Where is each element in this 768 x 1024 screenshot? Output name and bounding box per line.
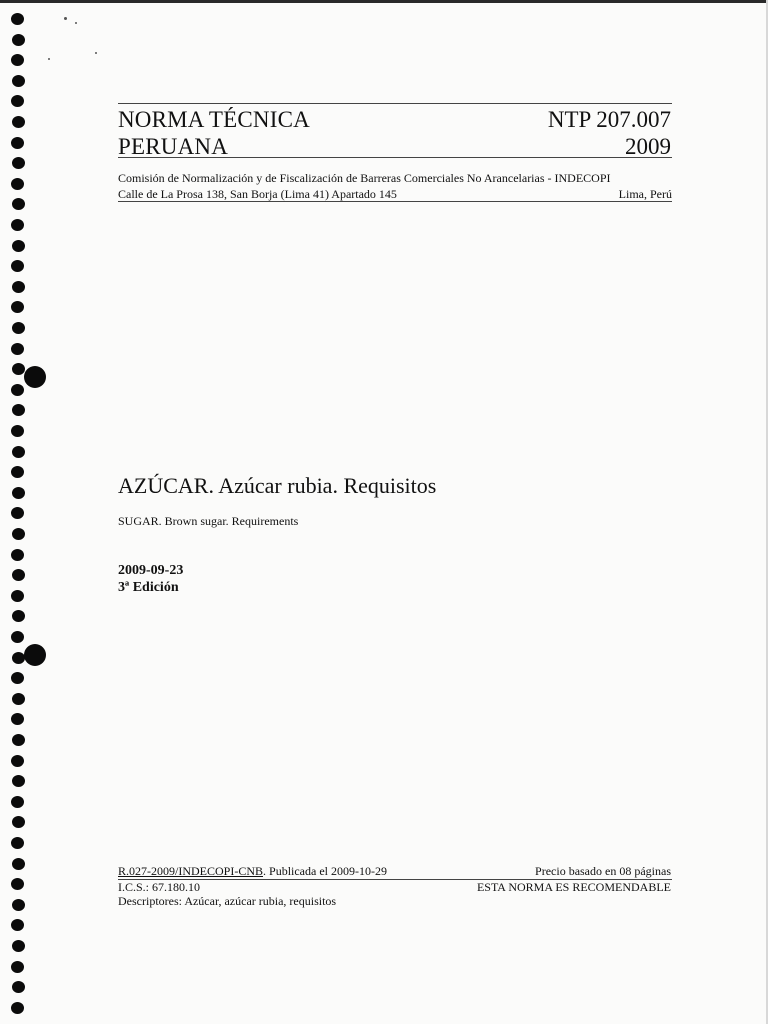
punch-hole [12, 610, 25, 622]
punch-hole [11, 260, 24, 272]
punch-hole [12, 446, 25, 458]
scan-top-edge [0, 0, 768, 3]
punch-hole-large [24, 644, 46, 666]
punch-hole [11, 95, 24, 107]
standard-code: NTP 207.007 [547, 107, 671, 132]
document-subtitle: SUGAR. Brown sugar. Requirements [118, 514, 299, 528]
descriptors: Descriptores: Azúcar, azúcar rubia, requisitos [118, 894, 337, 908]
organization-city: Lima, Perú [618, 187, 672, 201]
scan-speck [64, 17, 67, 20]
punch-hole [11, 466, 24, 478]
punch-hole [11, 590, 24, 602]
document-title: AZÚCAR. Azúcar rubia. Requisitos [118, 473, 437, 498]
resolution-rest: . Publicada el 2009-10-29 [263, 864, 387, 878]
scan-speck [95, 52, 97, 54]
punch-hole [11, 878, 24, 890]
punch-hole [12, 198, 25, 210]
punch-hole [11, 507, 24, 519]
title-line-2: PERUANA [118, 134, 229, 159]
punch-hole [11, 384, 24, 396]
punch-hole [11, 961, 24, 973]
punch-hole [11, 672, 24, 684]
punch-hole [12, 734, 25, 746]
resolution-prefix: R.027-2009/INDECOPI-CNB [118, 864, 264, 878]
punch-hole [11, 631, 24, 643]
punch-hole-large [24, 366, 46, 388]
scan-speck [48, 58, 50, 60]
punch-hole [12, 240, 25, 252]
punch-hole [12, 363, 25, 375]
punch-hole [12, 775, 25, 787]
scan-speck [75, 22, 77, 24]
punch-hole [12, 404, 25, 416]
punch-hole [11, 755, 24, 767]
punch-hole [12, 322, 25, 334]
price-note: Precio basado en 08 páginas [535, 864, 671, 878]
punch-hole [11, 13, 24, 25]
address-row [118, 186, 672, 202]
punch-hole [11, 343, 24, 355]
punch-hole [12, 940, 25, 952]
punch-hole [12, 75, 25, 87]
punch-hole [11, 54, 24, 66]
punch-hole [11, 1002, 24, 1014]
organization-address: Calle de La Prosa 138, San Borja (Lima 41) Apartado 145 [118, 187, 397, 201]
punch-hole [11, 301, 24, 313]
punch-hole [12, 858, 25, 870]
punch-hole [11, 837, 24, 849]
punch-hole [11, 137, 24, 149]
punch-hole [12, 281, 25, 293]
organization-name: Comisión de Normalización y de Fiscalización de Barreras Comerciales No Arancelarias - INDECOPI [118, 171, 611, 185]
document-edition: 3ª Edición [118, 580, 179, 595]
punch-hole [11, 796, 24, 808]
standard-year: 2009 [625, 134, 671, 159]
punch-hole [12, 899, 25, 911]
punch-hole [12, 157, 25, 169]
punch-hole [12, 34, 25, 46]
standard-code-block [548, 106, 671, 160]
header-rule [118, 157, 672, 158]
punch-hole [12, 981, 25, 993]
punch-hole [12, 693, 25, 705]
punch-holes [0, 0, 48, 1024]
punch-hole [11, 425, 24, 437]
punch-hole [12, 487, 25, 499]
punch-hole [11, 919, 24, 931]
recommendation-note: ESTA NORMA ES RECOMENDABLE [476, 880, 671, 894]
resolution-text [118, 864, 387, 879]
punch-hole [12, 569, 25, 581]
document-date: 2009-09-23 [118, 563, 184, 578]
punch-hole [12, 116, 25, 128]
punch-hole [12, 528, 25, 540]
ics-code: I.C.S.: 67.180.10 [118, 880, 201, 894]
punch-hole [11, 549, 24, 561]
standard-type-title [118, 106, 310, 160]
punch-hole [11, 713, 24, 725]
punch-hole [12, 816, 25, 828]
address-rule [118, 201, 672, 202]
title-line-1: NORMA TÉCNICA [118, 107, 310, 132]
punch-hole [11, 178, 24, 190]
punch-hole [11, 219, 24, 231]
header-top-rule [118, 103, 672, 104]
